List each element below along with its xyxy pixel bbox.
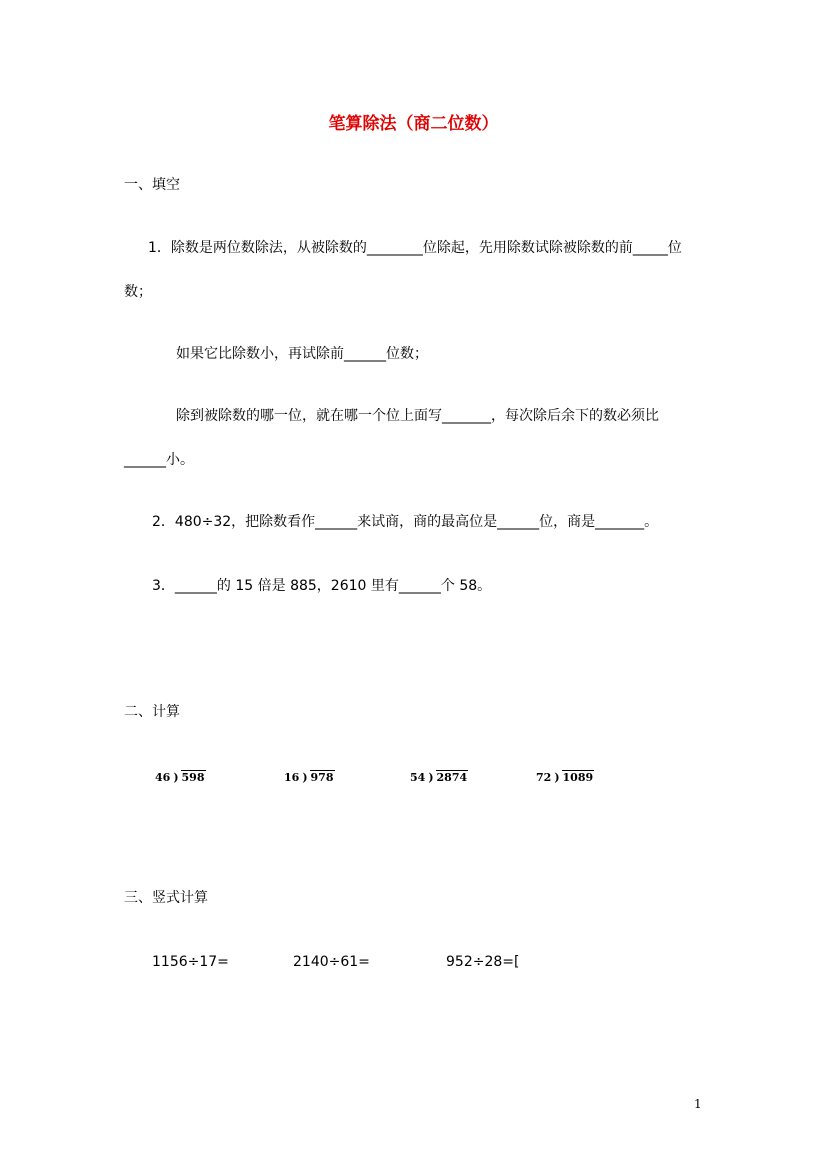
dividend: 978 [310, 771, 334, 784]
vertical-calc-problem: 952÷28=[ [446, 954, 520, 970]
vertical-calc-problem: 2140÷61= [293, 954, 370, 970]
division-bracket-icon: ) [428, 771, 434, 784]
q1-line3: 如果它比除数小，再试除前______位数； [176, 346, 428, 362]
division-bracket-icon: ) [173, 771, 179, 784]
division-problem [536, 770, 594, 785]
section2-heading: 二、计算 [124, 704, 180, 720]
dividend: 1089 [562, 771, 594, 784]
q1-line1: 1．除数是两位数除法，从被除数的________位除起，先用除数试除被除数的前_____位 [148, 240, 682, 256]
q2-text: 2．480÷32，把除数看作______来试商，商的最高位是______位，商是_______。 [152, 514, 659, 530]
vertical-calc-problem: 1156÷17= [152, 954, 229, 970]
division-problem [410, 770, 468, 785]
q3-text: 3．______的 15 倍是 885，2610 里有______个 58。 [152, 578, 492, 594]
division-problem [155, 770, 206, 785]
division-problem [284, 770, 335, 785]
q1-line4: 除到被除数的哪一位，就在哪一个位上面写_______，每次除后余下的数必须比 [176, 408, 659, 424]
dividend: 598 [181, 771, 205, 784]
divisor: 72 [536, 771, 552, 784]
page-number: 1 [694, 1097, 702, 1111]
section3-heading: 三、竖式计算 [124, 890, 208, 906]
page-title: 笔算除法（商二位数） [328, 114, 499, 134]
q1-line5: ______小。 [124, 452, 194, 468]
division-bracket-icon: ) [302, 771, 308, 784]
dividend: 2874 [436, 771, 468, 784]
q1-line2: 数； [124, 284, 152, 300]
division-bracket-icon: ) [554, 771, 560, 784]
divisor: 16 [284, 771, 300, 784]
section1-heading: 一、填空 [124, 177, 180, 193]
divisor: 54 [410, 771, 426, 784]
divisor: 46 [155, 771, 171, 784]
